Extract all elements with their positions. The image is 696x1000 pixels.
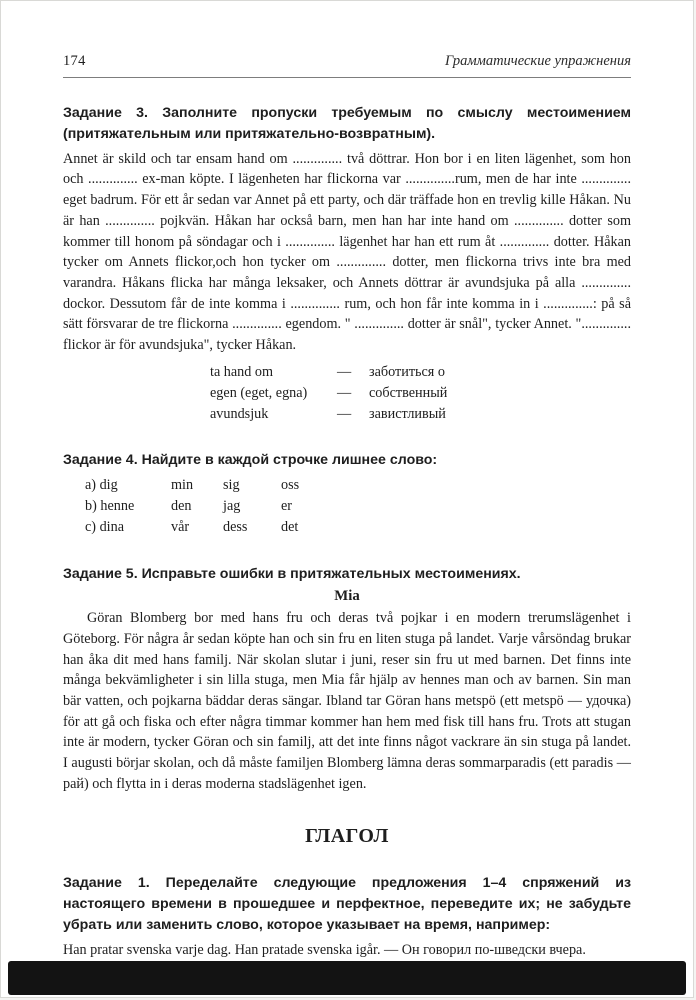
word-cell: b) henne [85, 498, 135, 515]
task4-label: Задание 4. [63, 451, 138, 468]
task1-label: Задание 1. [63, 874, 150, 891]
glossary-term: avundsjuk [210, 405, 269, 422]
glossary-term: egen (eget, egna) [210, 384, 308, 401]
word-row [85, 475, 631, 496]
task4-heading [63, 450, 631, 471]
word-cell: vår [171, 519, 190, 536]
word-cell: sig [223, 476, 240, 493]
glossary-row [210, 404, 631, 425]
word-cell: den [171, 498, 192, 515]
word-cell: a) dig [85, 476, 118, 493]
story-text: Göran Blomberg bor med hans fru och deras två pojkar i en modern trerumslägenhet i Göteborg. För några år sedan köpte han och sin fru en liten stuga på landet. Varje vårsöndag brukar han åka dit med hans familj. När skolan slutar i juni, reser sin fru ut med barnen. Det finns inte många bekvämligheter i sin lilla stuga, men Mia får hjälp av hennes man och av barnen. Sin man bär vatten, och pojkarna bäddar deras sängar. Ibland tar Göran hans metspö (ett metspö — удочка) för att gå och fiska och efter några timmar kommer han hem med fisk till hans fru. Trots att stugan inte är modern, tycker Göran och sin familj, att det inte finns något vackrare än sin stuga på landet. I augusti börjar skolan, och då måste familjen Blomberg lämna deras sommarparadis (ett paradis — рай) och flytta in i deras moderna stadslägenhet igen. [63, 610, 631, 792]
task5-heading [63, 564, 631, 585]
task3-heading [63, 103, 631, 146]
task3-glossary [210, 362, 631, 425]
task3-label: Задание 3. [63, 105, 148, 121]
section-title: ГЛАГОЛ [305, 824, 389, 847]
task1-example-line-1: Han pratar svenska varje dag. Han pratade svenska igår. — Он говорил по-шведски вчера. [63, 941, 586, 958]
task5-instruction: Исправьте ошибки в притяжательных местоимениях. [141, 565, 521, 582]
glossary-dash: — [337, 363, 352, 380]
task1-instruction: Переделайте следующие предложения 1–4 спряжений из настоящего времени в прошедшее и перфектное, переведите их; не забудьте убрать или заменить слово, которое указывает на время, например: [63, 874, 631, 934]
page-content [1, 1, 693, 981]
word-row [85, 496, 631, 517]
glossary-dash: — [337, 384, 352, 401]
header-rule [63, 77, 631, 78]
task5-label: Задание 5. [63, 565, 138, 582]
bottom-scan-bar [8, 961, 686, 995]
glossary-row [210, 383, 631, 404]
glossary-translation: собственный [369, 384, 448, 401]
story-title: Mia [334, 588, 360, 605]
glossary-row [210, 362, 631, 383]
glossary-translation: заботиться о [369, 363, 445, 380]
word-cell: dess [223, 519, 248, 536]
page-header [63, 1, 631, 70]
task4-instruction: Найдите в каждой строчке лишнее слово: [141, 451, 438, 468]
task3-text: Annet är skild och tar ensam hand om .............. två döttrar. Hon bor i en liten lägenhet, som hon och .............. ex-man köpte. I lägenheten har flickorna var ..............rum, men de har inte .............. eget badrum. För ett år sedan var Annet på ett party, och där träffade hon en trevlig kille Håkan. Nu är han .............. pojkvän. Håkan har också barn, men han har inte hand om .............. dotter som kommer till honom på söndagar och i .............. lägenhet har han ett rum åt .............. dotter. Håkan tycker om Annets flickor,och hon tycker om .............. dotter, men flickorna trivs inte bra med varandra. Håkans flicka har många leksaker, och Annets döttrar är avundsjuka på alla .............. dockor. Dessutom får de inte komma i .............. rum, och hon får inte komma in i ..............: på så sätt försvarar de tre flickorna .............. egendom. " .............. dotter är snål", tycker Annet. ".............. flickor är för avundsjuka", tycker Håkan. [63, 150, 631, 354]
task4-table [85, 475, 631, 539]
glossary-translation: завистливый [369, 405, 446, 422]
task1-heading [63, 873, 631, 937]
word-cell: oss [281, 476, 300, 493]
word-row [85, 517, 631, 538]
glossary-dash: — [337, 405, 352, 422]
page-number: 174 [63, 53, 86, 69]
word-cell: er [281, 498, 293, 515]
glossary-term: ta hand om [210, 363, 274, 380]
word-cell: c) dina [85, 519, 124, 536]
word-cell: min [171, 476, 194, 493]
word-cell: jag [223, 498, 241, 515]
word-cell: det [281, 519, 299, 536]
running-title: Грамматические упражнения [444, 53, 631, 69]
task3-instruction: Заполните пропуски требуемым по смыслу местоимением (притяжательным или притяжательно-возвратным). [63, 105, 631, 143]
